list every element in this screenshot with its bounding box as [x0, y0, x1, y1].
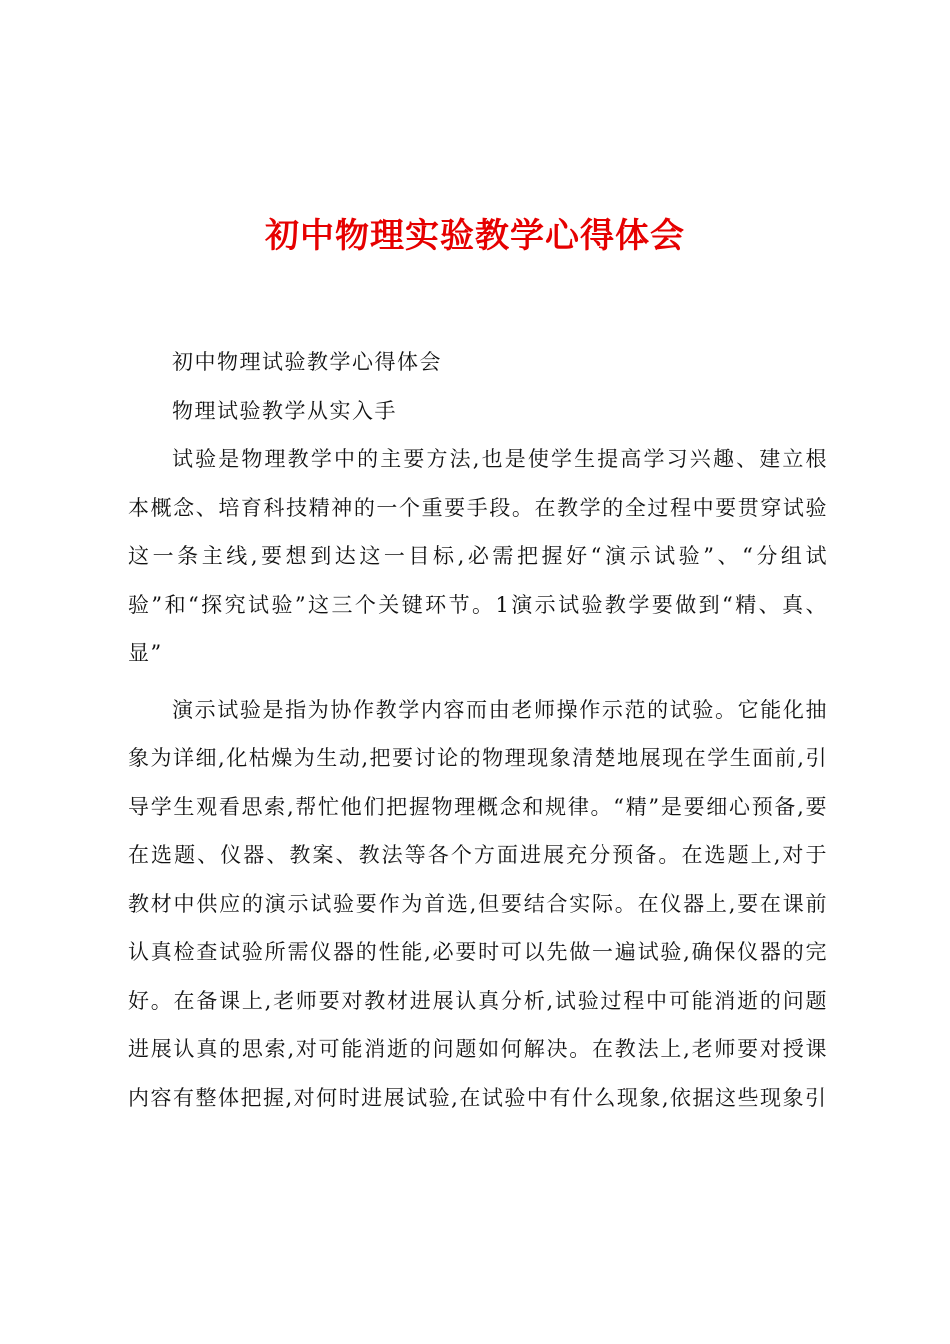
paragraph-demo-experiments: 演示试验是指为协作教学内容而由老师操作示范的试验。它能化抽象为详细,化枯燥为生动,把要讨论的物理现象清楚地展现在学生面前,引导学生观看思索,帮忙他们把握物理概念和规律。“精”是要细心预备,要在选题、仪器、教案、教法等各个方面进展充分预备。在选题上,对于教材中供应的演示试验要作为首选,但要结合实际。在仪器上,要在课前认真检查试验所需仪器的性能,必要时可以先做一遍试验,确保仪器的完好。在备课上,老师要对教材进展认真分析,试验过程中可能消逝的问题进展认真的思索,对可能消逝的问题如何解决。在教法上,老师要对授课内容有整体把握,对何时进展试验,在试验中有什么现象,依据这些现象引 [128, 697, 828, 1110]
paragraph-heading: 物理试验教学从实入手 [172, 398, 397, 423]
paragraph-intro: 试验是物理教学中的主要方法,也是使学生提高学习兴趣、建立根本概念、培育科技精神的一个重要手段。在教学的全过程中要贯穿试验这一条主线,要想到达这一目标,必需把握好“演示试验”、“分组试验”和“探究试验”这三个关键环节。1演示试验教学要做到“精、真、显” [128, 447, 828, 665]
document-title: 初中物理实验教学心得体会 [265, 216, 685, 256]
paragraph-subtitle: 初中物理试验教学心得体会 [172, 350, 442, 374]
document-body [128, 338, 828, 1122]
